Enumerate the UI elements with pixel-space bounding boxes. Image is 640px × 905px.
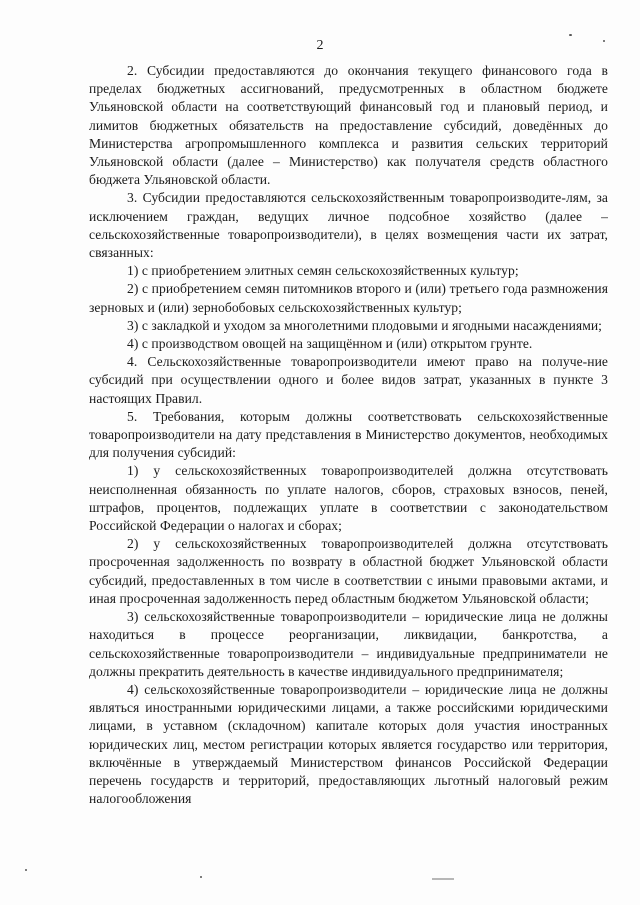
paragraph-3: 3. Субсидии предоставляются сельскохозяйственным товаропроизводите-лям, за исключением граждан, ведущих личное подсобное хозяйство (далее – сельскохозяйственные товаропроизводители), в целях возмещения части их затрат, связанных: (89, 190, 608, 261)
paragraph-5-item-3: 3) сельскохозяйственные товаропроизводители – юридические лица не должны находиться в процессе реорганизации, ликвидации, банкротства, а сельскохозяйственные товаропроизводители – индивидуальные предприниматели не должны прекратить деятельность в качестве индивидуального предпринимателя; (89, 609, 608, 679)
document-body (89, 62, 608, 808)
paragraph-5-item-1: 1) у сельскохозяйственных товаропроизводителей должна отсутствовать неисполненная обязанность по уплате налогов, сборов, страховых взносов, пеней, штрафов, процентов, подлежащих уплате в соответствии с законодательством Российской Федерации о налогах и сборах; (89, 463, 608, 534)
paragraph-2: 2. Субсидии предоставляются до окончания текущего финансового года в пределах бюджетных ассигнований, предусмотренных в областном бюджете Ульяновской области на соответствующий финансовый год и плановый период, и лимитов бюджетных обязательств на предоставление субсидий, доведённых до Министерства агропромышленного комплекса и развития сельских территорий Ульяновской области (далее – Министерство) как получателя средств областного бюджета Ульяновской области. (89, 63, 608, 188)
paragraph-5: 5. Требования, которым должны соответствовать сельскохозяйственные товаропроизводители на дату представления в Министерство документов, необходимых для получения субсидий: (89, 408, 608, 461)
paragraph-5-item-4: 4) сельскохозяйственные товаропроизводители – юридические лица не должны являться иностранными юридическими лицами, а также российскими юридическими лицами, в уставном (складочном) капитале которых доля участия иностранных юридических лиц, местом регистрации которых является государство или территория, включённые в утверждаемый Министерством финансов Российской Федерации перечень государств и территорий, предоставляющих льготный налоговый режим налогообложения (89, 681, 608, 807)
scan-speck (569, 34, 572, 36)
paragraph-5-item-2: 2) у сельскохозяйственных товаропроизводителей должна отсутствовать просроченная задолженность по возврату в областной бюджет Ульяновской области субсидий, предоставленных в том числе в соответствии с иными правовыми актами, и иная просроченная задолженность перед областным бюджетом Ульяновской области; (89, 536, 608, 606)
scan-speck (200, 876, 202, 878)
scan-speck (25, 869, 27, 871)
paragraph-3-item-3: 3) с закладкой и уходом за многолетними плодовыми и ягодными насаждениями; (127, 317, 603, 333)
paragraph-3-item-2: 2) с приобретением семян питомников второго и (или) третьего года размножения зерновых и (или) зернобобовых сельскохозяйственных культур; (89, 281, 608, 315)
paragraph-3-item-1: 1) с приобретением элитных семян сельскохозяйственных культур; (127, 263, 519, 279)
paragraph-4: 4. Сельскохозяйственные товаропроизводители имеют право на получе-ние субсидий при осуществлении одного и более видов затрат, указанных в пункте 3 настоящих Правил. (89, 354, 608, 406)
scan-mark (432, 878, 454, 880)
page-number: 2 (316, 38, 324, 53)
scan-speck (603, 40, 605, 42)
paragraph-3-item-4: 4) с производством овощей на защищённом и (или) открытом грунте. (127, 336, 533, 352)
